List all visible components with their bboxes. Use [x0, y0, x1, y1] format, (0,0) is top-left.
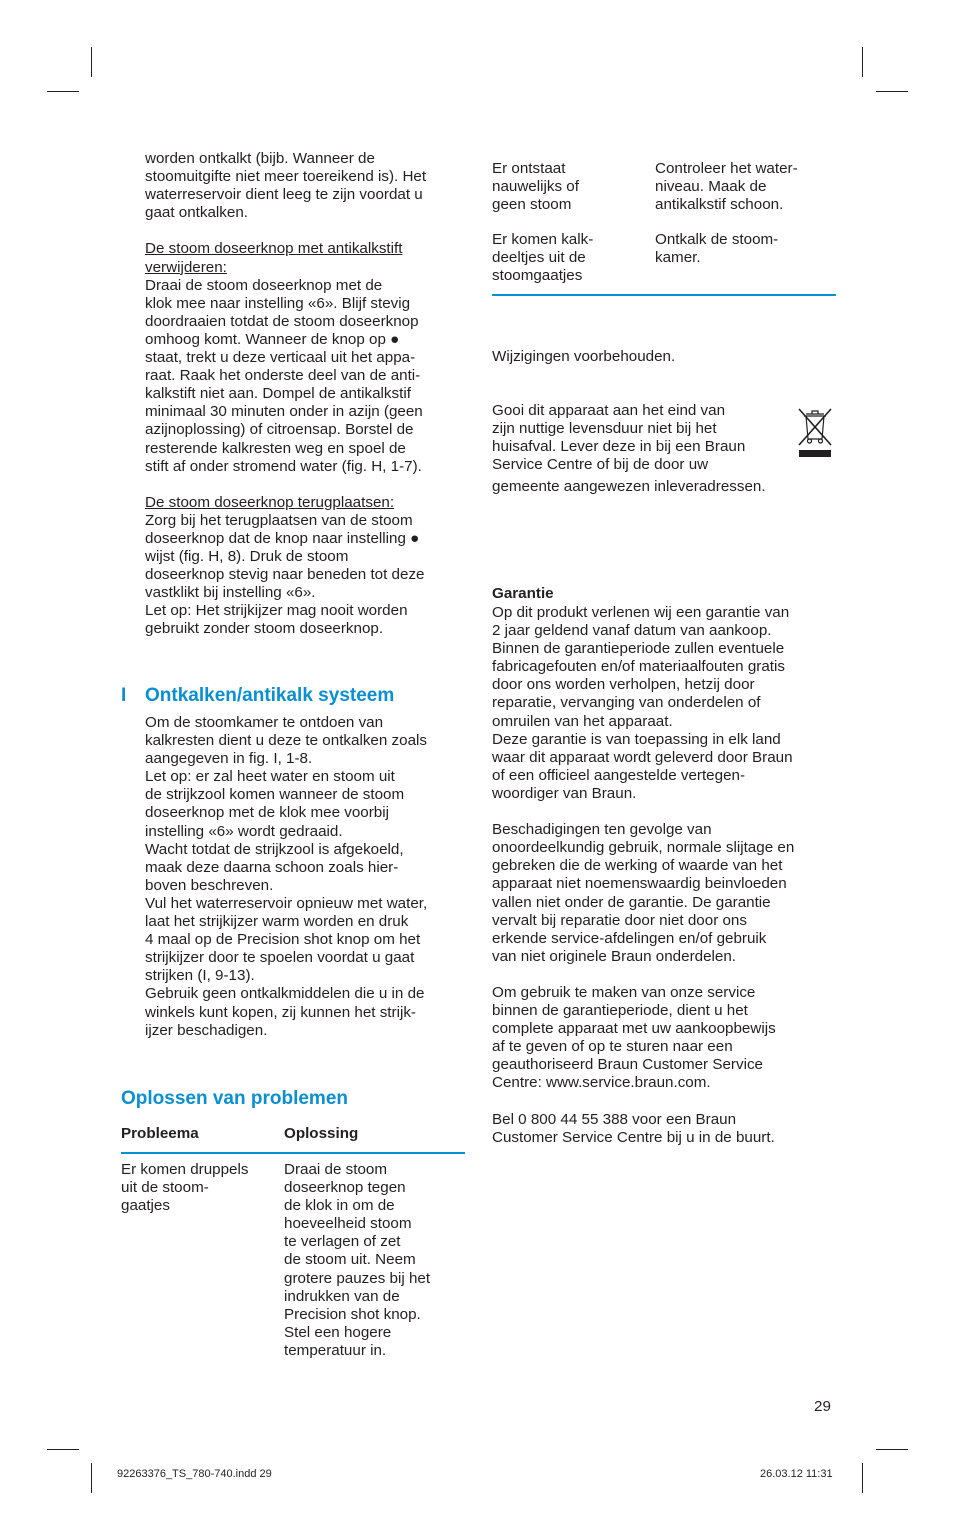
disposal-text: Gooi dit apparaat aan het eind van zijn nuttige levensduur niet bij het huisafval. Lever deze in bij een Braun Service Centre of bij de door uw [492, 402, 746, 474]
section-i-title: Ontkalken/antikalk systeem [145, 685, 395, 706]
guarantee-p1: Op dit produkt verlenen wij een garantie van 2 jaar geldend vanaf datum van aankoop. Binnen de garantieperiode zullen eventuele fabricagefouten en/of materiaalfouten gratis door ons worden verholpen, hetzij door reparatie, vervanging van onderdelen of omruilen van het apparaat. Deze garantie is van toepassing in elk land waar dit apparaat wordt geleverd door Braun of een officieel aangestelde vertegen- woordiger van Braun. [492, 604, 793, 802]
replace-knob-title: De stoom doseerknop terugplaatsen: [145, 493, 395, 511]
table-bottom-rule [492, 294, 836, 296]
troubleshoot-title: Oplossen van problemen [121, 1088, 348, 1109]
section-i-letter: I [121, 685, 127, 706]
row2-solution: Controleer het water- niveau. Maak de antikalkstif schoon. [655, 160, 798, 214]
replace-knob-body: Zorg bij het terugplaatsen van de stoom doseerknop dat de knop naar instelling ● wijst (fig. H, 8). Druk de stoom doseerknop stevig naar beneden tot deze vastklikt bij instelling «6». Let op: Het strijkijzer mag nooit worden gebruikt zonder stoom doseerknop. [145, 511, 425, 638]
left-column-text [145, 150, 465, 639]
guarantee-p4: Bel 0 800 44 55 388 voor een Braun Customer Service Centre bij u in de buurt. [492, 1110, 775, 1146]
crop-mark [876, 1449, 908, 1450]
row3-solution: Ontkalk de stoom- kamer. [655, 231, 779, 267]
crop-mark [862, 1463, 863, 1493]
guarantee-title: Garantie [492, 585, 554, 602]
slug-file: 92263376_TS_780-740.indd 29 [117, 1468, 272, 1480]
crop-mark [91, 1463, 92, 1493]
crop-mark [862, 47, 863, 77]
row3-problem: Er komen kalk- deeltjes uit de stoomgaatjes [492, 231, 594, 285]
guarantee-p3: Om gebruik te maken van onze service binnen de garantieperiode, dient u het complete apparaat met uw aankoopbewijs af te geven of op te sturen naar een geauthoriseerd Braun Customer Service Centre: www.service.braun.com. [492, 983, 776, 1092]
crop-mark [91, 47, 92, 77]
crop-mark [876, 91, 908, 92]
section-i-body-block [145, 714, 465, 1040]
remove-knob-body: Draai de stoom doseerknop met de klok mee naar instelling «6». Blijf stevig doordraaien totdat de stoom doseerknop omhoog komt. Wanneer de knop op ● staat, trekt u deze verticaal uit het appa- raat. Raak het onderste deel van de anti- kalkstift niet aan. Dompel de antikalkstif minimaal 30 minuten onder in azijn (geen azijnoplossing) of citroensap. Borstel de resterende kalkresten weg en spoel de stift af onder stromend water (fig. H, 1-7). [145, 276, 423, 475]
section-i-body: Om de stoomkamer te ontdoen van kalkresten dient u deze te ontkalken zoals aangegeven in fig. I, 1-8. Let op: er zal heet water en stoom uit de strijkzool komen wanneer de stoom doseerknop met de klok mee voorbij instelling «6» wordt gedraaid. Wacht totdat de strijkzool is afgekoeld, maak deze daarna schoon zoals hier- boven beschreven. Vul het waterreservoir opnieuw met water, laat het strijkijzer warm worden en druk 4 maal op de Precision shot knop om het strijkijzer door te spoelen voordat u gaat strijken (I, 9-13). Gebruik geen ontkalkmiddelen die u in de winkels kunt kopen, zij kunnen het strijk- ijzer beschadigen. [145, 714, 428, 1039]
intro-paragraph: worden ontkalkt (bijb. Wanneer de stoomuitgifte niet meer toereikend is). Het waterreservoir dient leeg te zijn voordat u gaat ontkalken. [145, 150, 427, 222]
weee-bin-icon [796, 405, 834, 459]
guarantee-block [492, 604, 837, 1147]
table-header-problem: Probleema [121, 1125, 199, 1142]
slug-date: 26.03.12 11:31 [760, 1468, 833, 1480]
page-number: 29 [814, 1398, 831, 1415]
table-header-rule [121, 1152, 465, 1154]
row1-solution: Draai de stoom doseerknop tegen de klok in om de hoeveelheid stoom te verlagen of zet de stoom uit. Neem grotere pauzes bij het indrukken van de Precision shot knop. Stel een hogere temperatuur in. [284, 1161, 431, 1359]
changes-reserved: Wijzigingen voorbehouden. [492, 348, 676, 365]
table-header-solution: Oplossing [284, 1125, 359, 1142]
row2-problem: Er ontstaat nauwelijks of geen stoom [492, 160, 579, 214]
guarantee-p2: Beschadigingen ten gevolge van onoordeelkundig gebruik, normale slijtage en gebreken die de werking of waarde van het apparaat niet noemenswaardig beinvloeden vallen niet onder de garantie. De garantie vervalt bij reparatie door niet door ons erkende service-afdelingen en/of gebruik van niet originele Braun onderdelen. [492, 821, 795, 965]
disposal-text-last: gemeente aangewezen inleveradressen. [492, 478, 766, 495]
crop-mark [47, 1449, 79, 1450]
remove-knob-title: De stoom doseerknop met antikalkstift verwijderen: [145, 240, 403, 276]
row1-problem: Er komen druppels uit de stoom- gaatjes [121, 1161, 249, 1215]
crop-mark [47, 91, 79, 92]
